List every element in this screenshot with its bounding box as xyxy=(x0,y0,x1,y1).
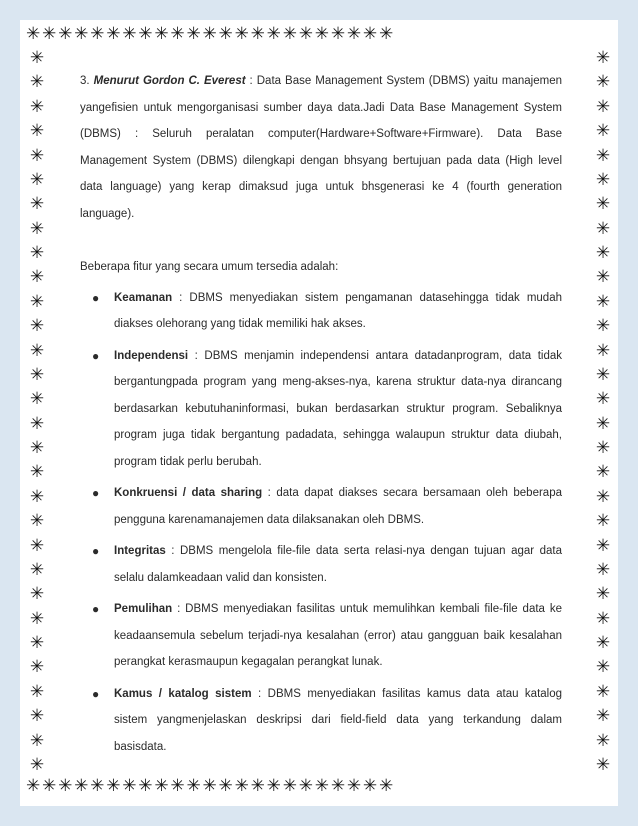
border-star-icon: ✳ xyxy=(595,50,611,68)
border-star-icon: ✳ xyxy=(595,486,611,507)
border-star-icon: ✳ xyxy=(595,145,611,166)
border-star-icon: ✳ xyxy=(29,364,45,385)
border-star-icon: ✳ xyxy=(595,340,611,361)
border-star-icon: ✳ xyxy=(595,584,611,605)
decorative-border-right xyxy=(592,50,614,774)
definition-paragraph xyxy=(80,68,562,227)
feature-item xyxy=(80,538,562,591)
border-star-icon: ✳ xyxy=(29,267,45,288)
border-star-icon: ✳ xyxy=(595,267,611,288)
border-star-icon: ✳ xyxy=(595,608,611,629)
feature-item xyxy=(80,480,562,533)
feature-item xyxy=(80,343,562,476)
border-star-icon: ✳ xyxy=(595,511,611,532)
border-star-icon: ✳ xyxy=(29,340,45,361)
border-star-icon: ✳ xyxy=(595,657,611,678)
feature-description: : DBMS menjamin independensi antara datadanprogram, data tidak bergantungpada program yang meng-akses-nya, karena struktur data-nya dirancang berdasarkan kebutuhaninformasi, bukan berdasarkan struktur program. Sebaliknya program juga tidak bergantung padadata, sehingga walaupun struktur data diubah, program tidak perlu berubah. xyxy=(114,349,562,468)
border-star-icon: ✳ xyxy=(29,121,45,142)
border-star-icon: ✳ xyxy=(595,462,611,483)
border-star-icon: ✳ xyxy=(595,730,611,751)
border-star-icon: ✳ xyxy=(595,364,611,385)
border-star-icon: ✳ xyxy=(29,511,45,532)
border-star-icon: ✳ xyxy=(29,291,45,312)
border-star-icon: ✳ xyxy=(29,486,45,507)
border-star-icon: ✳ xyxy=(29,96,45,117)
border-star-icon: ✳ xyxy=(29,194,45,215)
border-star-icon: ✳ xyxy=(29,72,45,93)
border-star-icon: ✳ xyxy=(29,218,45,239)
author-name: Menurut Gordon C. Everest xyxy=(93,75,246,87)
bullet-icon: ● xyxy=(92,686,100,701)
border-star-icon: ✳ xyxy=(595,243,611,263)
border-star-icon: ✳ xyxy=(29,462,45,483)
decorative-border-left xyxy=(26,50,48,774)
border-star-icon: ✳ xyxy=(595,559,611,580)
border-star-icon: ✳ xyxy=(595,291,611,312)
feature-description: : DBMS mengelola file-file data serta relasi-nya dengan tujuan agar data selalu dalamkeadaan valid dan konsisten. xyxy=(114,545,562,584)
border-star-icon: ✳ xyxy=(29,316,45,337)
border-star-icon: ✳ xyxy=(29,169,45,190)
border-star-icon: ✳ xyxy=(595,194,611,215)
feature-item xyxy=(80,681,562,761)
bullet-icon: ● xyxy=(92,602,100,616)
bullet-icon: ● xyxy=(92,290,100,305)
bullet-icon: ● xyxy=(92,486,100,500)
bullet-icon: ● xyxy=(92,348,100,363)
border-star-icon: ✳ xyxy=(29,681,45,702)
border-star-icon: ✳ xyxy=(29,145,45,166)
border-star-icon: ✳ xyxy=(29,706,45,727)
border-star-icon: ✳ xyxy=(595,96,611,117)
border-star-icon: ✳ xyxy=(29,243,45,263)
feature-description: : DBMS menyediakan sistem pengamanan datasehingga tidak mudah diakses olehorang yang tidak memiliki hak akses. xyxy=(114,291,562,330)
border-star-icon: ✳ xyxy=(29,584,45,605)
border-star-icon: ✳ xyxy=(595,706,611,727)
border-star-icon: ✳ xyxy=(29,438,45,458)
feature-term: Pemulihan xyxy=(114,603,173,615)
border-star-icon: ✳ xyxy=(595,316,611,337)
border-star-icon: ✳ xyxy=(595,633,611,653)
feature-term: Konkruensi / data sharing xyxy=(114,487,263,499)
feature-list xyxy=(80,285,562,761)
border-star-icon: ✳ xyxy=(595,121,611,142)
border-star-icon: ✳ xyxy=(595,72,611,93)
border-star-icon: ✳ xyxy=(29,633,45,653)
border-star-icon: ✳ xyxy=(595,218,611,239)
border-star-icon: ✳ xyxy=(595,438,611,458)
feature-term: Integritas xyxy=(114,545,166,557)
definition-text: : Data Base Management System (DBMS) yaitu manajemen yangefisien untuk mengorganisasi sumber daya data.Jadi Data Base Management System (DBMS) : Seluruh peralatan computer(Hardware+Software+Firmware). Data Base Management System (DBMS) dilengkapi dengan bhsyang bertujuan pada data (High level data language) yang kerap dimaksud juga untuk bhsgenerasi ke 4 (fourth generation language). xyxy=(80,75,562,220)
border-star-icon: ✳ xyxy=(29,559,45,580)
feature-item xyxy=(80,596,562,676)
border-star-icon: ✳ xyxy=(595,389,611,410)
border-star-icon: ✳ xyxy=(29,754,45,774)
bullet-icon: ● xyxy=(92,544,100,558)
border-star-icon: ✳ xyxy=(29,535,45,556)
feature-term: Kamus / katalog sistem xyxy=(114,687,252,700)
features-intro: Beberapa fitur yang secara umum tersedia adalah: xyxy=(80,261,339,273)
border-star-icon: ✳ xyxy=(595,681,611,702)
document-body xyxy=(80,68,562,765)
feature-description: : DBMS menyediakan fasilitas untuk memulihkan kembali file-file data ke keadaansemula sebelum terjadi-nya kesalahan (error) atau gangguan baik kesalahan perangkat kerasmaupun kegagalan perangkat lunak. xyxy=(114,603,562,668)
border-star-icon: ✳ xyxy=(29,730,45,751)
decorative-border-top: ✳✳✳✳✳✳✳✳✳✳✳✳✳✳✳✳✳✳✳✳✳✳✳ xyxy=(26,26,396,44)
item-number: 3. xyxy=(80,75,90,87)
border-star-icon: ✳ xyxy=(595,535,611,556)
feature-item xyxy=(80,285,562,338)
decorative-border-bottom: ✳✳✳✳✳✳✳✳✳✳✳✳✳✳✳✳✳✳✳✳✳✳✳ xyxy=(26,778,396,796)
feature-description: : data dapat diakses secara bersamaan oleh beberapa pengguna karenamanajemen data dilaksanakan oleh DBMS. xyxy=(114,487,562,526)
border-star-icon: ✳ xyxy=(29,50,45,68)
border-star-icon: ✳ xyxy=(29,657,45,678)
border-star-icon: ✳ xyxy=(29,608,45,629)
border-star-icon: ✳ xyxy=(29,413,45,434)
feature-term: Independensi xyxy=(114,349,189,362)
border-star-icon: ✳ xyxy=(595,413,611,434)
border-star-icon: ✳ xyxy=(595,754,611,774)
border-star-icon: ✳ xyxy=(595,169,611,190)
feature-term: Keamanan xyxy=(114,291,173,304)
feature-description: : DBMS menyediakan fasilitas kamus data atau katalog sistem yangmenjelaskan deskripsi dari field-field data yang terkandung dalam basisdata. xyxy=(114,687,563,753)
border-star-icon: ✳ xyxy=(29,389,45,410)
